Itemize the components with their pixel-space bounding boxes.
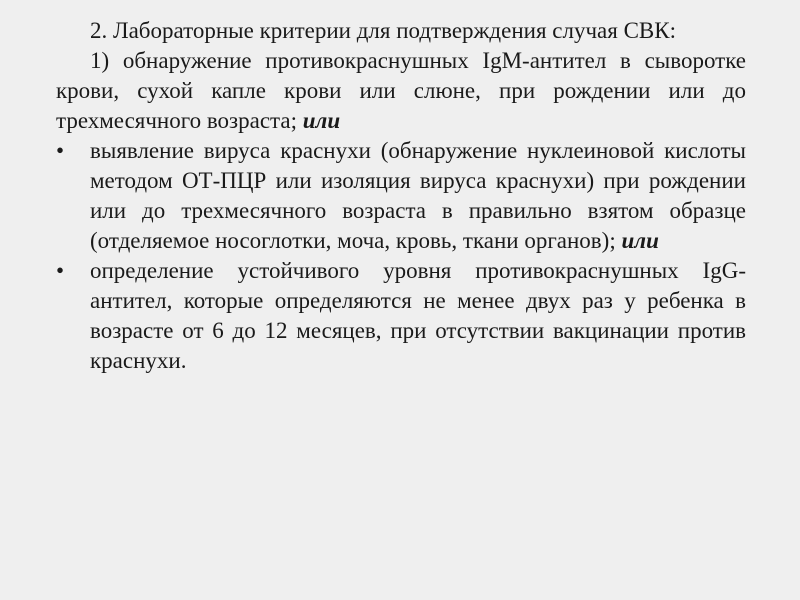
criteria-heading bbox=[56, 16, 746, 46]
bullet-item-text: определение устойчивого уровня противокраснушных IgG-антител, которые определяются не менее двух раз у ребенка в возрасте от 6 до 12 месяцев, при отсутствии вакцинации против краснухи. bbox=[90, 258, 746, 373]
connector-or: или bbox=[621, 228, 659, 253]
connector-or: или bbox=[302, 108, 341, 133]
criteria-item-1-text: 1) обнаружение противокраснушных IgM-антител в сыворотке крови, сухой капле крови или слюне, при рождении или до трехмесячного возраста; bbox=[56, 48, 746, 133]
bullet-item-text: выявление вируса краснухи (обнаружение нуклеиновой кислоты методом ОТ-ПЦР или изоляция вируса краснухи) при рождении или до трехмесячного возраста в правильно взятом образце (отделяемое носоглотки, моча, кровь, ткани органов); bbox=[90, 138, 746, 253]
criteria-heading-text: 2. Лабораторные критерии для подтверждения случая СВК: bbox=[90, 18, 676, 43]
criteria-item-1 bbox=[56, 46, 746, 136]
bullet-item bbox=[56, 136, 746, 256]
bullet-icon: • bbox=[55, 138, 65, 163]
bullet-icon: • bbox=[55, 258, 65, 283]
bullet-item bbox=[56, 256, 746, 376]
criteria-bullet-list bbox=[56, 136, 746, 376]
slide-content bbox=[56, 16, 746, 376]
